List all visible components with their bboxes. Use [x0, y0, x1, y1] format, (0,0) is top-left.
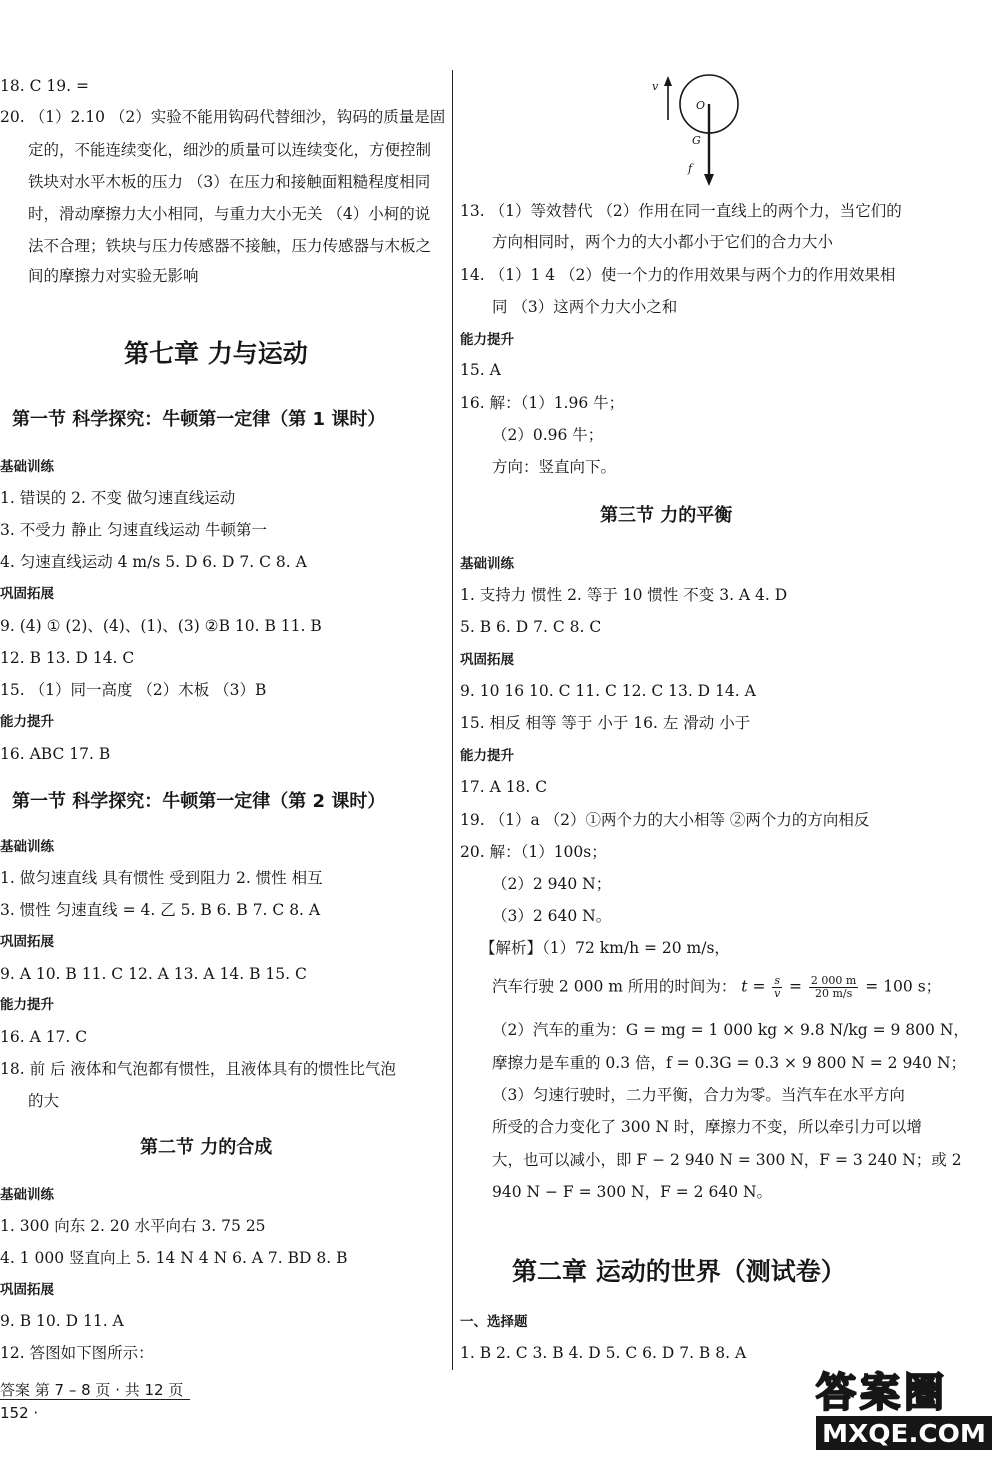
force-diagram: [640, 72, 750, 192]
section-title: 第一节 科学探究：牛顿第一定律（第 2 课时）: [12, 791, 386, 812]
answer-line: 同 （3）这两个力大小之和: [492, 298, 678, 316]
answer-line: （2）0.96 牛；: [492, 426, 604, 444]
answer-line: 15. （1）同一高度 （2）木板 （3）B: [0, 681, 267, 699]
answer-line: 13. （1）等效替代 （2）作用在同一直线上的两个力，当它们的: [460, 202, 902, 220]
answer-line: 14. （1）1 4 （2）使一个力的作用效果与两个力的作用效果相: [460, 266, 896, 284]
answer-line: 1. B 2. C 3. B 4. D 5. C 6. D 7. B 8. A: [460, 1344, 747, 1362]
answer-line: 1. 错误的 2. 不变 做匀速直线运动: [0, 489, 236, 507]
subsection-heading: 能力提升: [460, 332, 514, 348]
watermark-top: 答案圈: [816, 1370, 948, 1416]
answer-line: 18. 前 后 液体和气泡都有惯性，且液体具有的惯性比气泡: [0, 1060, 396, 1078]
watermark-logo: [808, 1362, 998, 1454]
answer-line: 【解析】（1）72 km/h = 20 m/s，: [480, 939, 730, 957]
answer-line: 16. ABC 17. B: [0, 745, 111, 763]
chapter-title: 第七章 力与运动: [124, 339, 308, 368]
fraction-s-over-v: $\frac{s}{v}$: [774, 974, 781, 1000]
footer-page-info: 答案 第 7 – 8 页 · 共 12 页: [0, 1381, 184, 1399]
answer-line: 1. 支持力 惯性 2. 等于 10 惯性 不变 3. A 4. D: [460, 586, 788, 604]
answer-line: 9. 10 16 10. C 11. C 12. C 13. D 14. A: [460, 682, 756, 700]
answer-line: 15. A: [460, 361, 501, 379]
analysis-line: （3）匀速行驶时，二力平衡，合力为零。当汽车在水平方向: [492, 1086, 905, 1104]
analysis-line: 摩擦力是车重的 0.3 倍，f = 0.3G = 0.3 × 9 800 N = 2 940 N；: [492, 1054, 967, 1072]
answer-line: 9. B 10. D 11. A: [0, 1312, 124, 1330]
answer-line: 5. B 6. D 7. C 8. C: [460, 618, 602, 636]
time-result: = 100 s；: [865, 977, 942, 996]
velocity-arrowhead: [664, 76, 672, 86]
force-arrowhead: [704, 174, 714, 186]
footer-page-number: 152 ·: [0, 1404, 39, 1422]
subsection-heading: 基础训练: [460, 556, 514, 572]
answer-line: 12. B 13. D 14. C: [0, 649, 135, 667]
answer-line: （3）2 640 N。: [492, 907, 612, 925]
column-divider: [452, 70, 453, 1370]
answer-line: 12. 答图如下图所示：: [0, 1344, 154, 1362]
answer-line: 16. A 17. C: [0, 1028, 88, 1046]
answer-line: 4. 匀速直线运动 4 m/s 5. D 6. D 7. C 8. A: [0, 553, 307, 571]
answer-line: 间的摩擦力对实验无影响: [28, 267, 199, 285]
subsection-heading: 一、选择题: [460, 1314, 528, 1330]
answer-line: 17. A 18. C: [460, 778, 548, 796]
subsection-heading: 基础训练: [0, 459, 54, 475]
answer-line: 3. 惯性 匀速直线 = 4. 乙 5. B 6. B 7. C 8. A: [0, 901, 321, 919]
subsection-heading: 能力提升: [460, 748, 514, 764]
subsection-heading: 基础训练: [0, 839, 54, 855]
subsection-heading: 能力提升: [0, 997, 54, 1013]
label-g: G: [692, 134, 701, 147]
answer-line: 铁块对水平木板的压力 （3）在压力和接触面粗糙程度相同: [28, 173, 431, 191]
footer-rule: [0, 1399, 190, 1400]
answer-line: 的大: [28, 1092, 60, 1110]
answer-line: 15. 相反 相等 等于 小于 16. 左 滑动 小于: [460, 714, 751, 732]
equals-sign: =: [788, 977, 802, 996]
answer-line: 定的，不能连续变化，细沙的质量可以连续变化，方便控制: [28, 141, 432, 159]
subsection-heading: 能力提升: [0, 714, 54, 730]
answer-line: 法不合理；铁块与压力传感器不接触，压力传感器与木板之: [28, 237, 432, 255]
answer-line: 19. （1）a （2）①两个力的大小相等 ②两个力的方向相反: [460, 811, 870, 829]
subsection-heading: 巩固拓展: [0, 586, 54, 602]
answer-line: 20. 解：（1）100s；: [460, 843, 607, 861]
answer-line: 1. 300 向东 2. 20 水平向右 3. 75 25: [0, 1217, 266, 1235]
time-prefix: 汽车行驶 2 000 m 所用的时间为：: [492, 977, 737, 996]
answer-line: 3. 不受力 静止 匀速直线运动 牛顿第一: [0, 521, 267, 539]
section-title: 第一节 科学探究：牛顿第一定律（第 1 课时）: [12, 409, 386, 430]
answer-line: 18. C 19. =: [0, 77, 89, 95]
label-v: v: [652, 80, 659, 93]
analysis-line: 所受的合力变化了 300 N 时，摩擦力不变，所以牵引力可以增: [492, 1118, 922, 1136]
section-title: 第三节 力的平衡: [600, 505, 733, 526]
answer-line: 16. 解：（1）1.96 牛；: [460, 394, 625, 412]
analysis-line: 940 N − F = 300 N，F = 2 640 N。: [492, 1183, 773, 1201]
chapter-title: 第二章 运动的世界（测试卷）: [512, 1257, 846, 1286]
time-variable: t =: [741, 977, 766, 996]
answer-line: 9. A 10. B 11. C 12. A 13. A 14. B 15. C: [0, 965, 307, 983]
answer-line: 方向相同时，两个力的大小都小于它们的合力大小: [492, 233, 834, 251]
label-o: O: [696, 99, 706, 112]
answer-line: 时，滑动摩擦力大小相同，与重力大小无关 （4）小柯的说: [28, 205, 431, 223]
answer-line: 4. 1 000 竖直向上 5. 14 N 4 N 6. A 7. BD 8. B: [0, 1249, 348, 1267]
answer-line: 20. （1）2.10 （2）实验不能用钩码代替细沙，钩码的质量是固: [0, 108, 446, 126]
answer-line: 9. (4) ① (2)、(4)、(1)、(3) ②B 10. B 11. B: [0, 617, 322, 635]
answer-line: 方向：竖直向下。: [492, 458, 617, 476]
subsection-heading: 巩固拓展: [0, 934, 54, 950]
answer-line: （2）2 940 N；: [492, 875, 612, 893]
analysis-line: 大，也可以减小，即 F − 2 940 N = 300 N，F = 3 240 N；或 2: [492, 1151, 962, 1169]
analysis-line: （2）汽车的重为：G = mg = 1 000 kg × 9.8 N/kg = 9 800 N，: [492, 1021, 969, 1039]
fraction-distance-over-speed: $\frac{2 000 m}{20 m/s}$: [810, 974, 857, 1000]
watermark-bottom: MXQE.COM: [822, 1419, 986, 1448]
section-title: 第二节 力的合成: [140, 1137, 273, 1158]
time-equation: [492, 975, 941, 1000]
label-f: f: [688, 162, 693, 175]
subsection-heading: 巩固拓展: [0, 1282, 54, 1298]
subsection-heading: 基础训练: [0, 1187, 54, 1203]
answer-line: 1. 做匀速直线 具有惯性 受到阻力 2. 惯性 相互: [0, 869, 323, 887]
subsection-heading: 巩固拓展: [460, 652, 514, 668]
